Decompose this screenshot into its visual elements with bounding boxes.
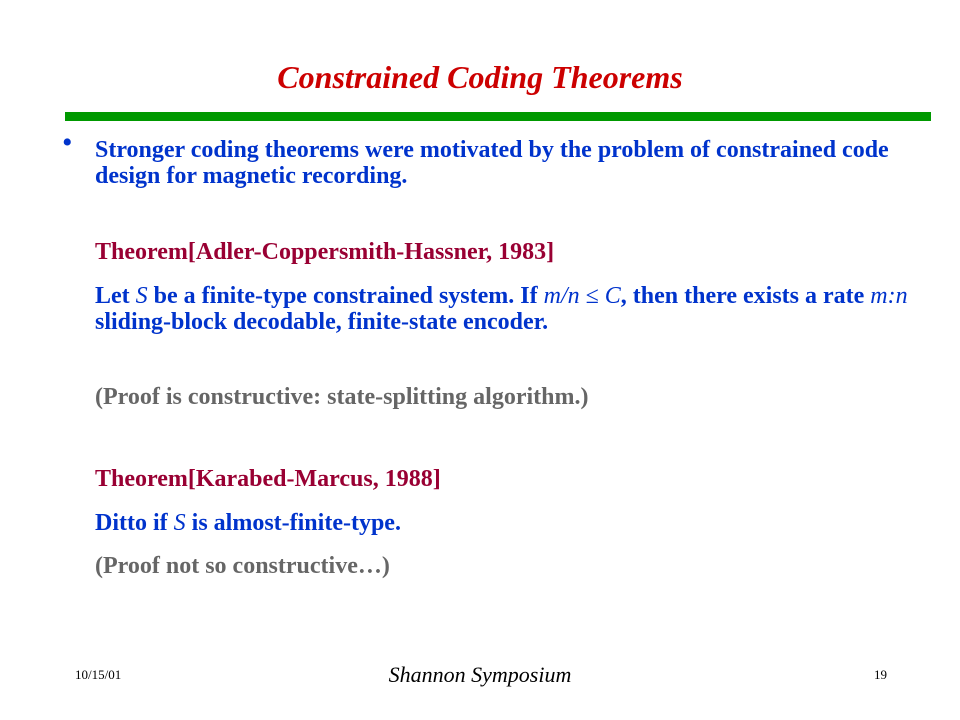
theorem2-heading: Theorem[Karabed-Marcus, 1988] [95, 466, 441, 492]
title-divider [65, 112, 931, 121]
rate-variable: m:n [870, 283, 908, 309]
theorem1-text-2: be a finite-type constrained system. If [147, 283, 544, 309]
theorem2-text-1: Ditto if [95, 510, 174, 536]
intro-text: Stronger coding theorems were motivated by the problem of constrained code design for magnetic recording. [95, 137, 889, 189]
theorem2-text-2: is almost-finite-type. [185, 510, 401, 536]
slide-title: Constrained Coding Theorems [277, 59, 683, 95]
variable-s: S [135, 283, 148, 309]
theorem2-proof: (Proof not so constructive…) [95, 553, 390, 579]
rate-condition: m/n ≤ C [543, 283, 621, 309]
theorem1-proof: (Proof is constructive: state-splitting algorithm.) [95, 384, 589, 410]
theorem2-statement [95, 510, 915, 536]
theorem1-text-1: Let [95, 283, 136, 309]
page-number: 19 [874, 667, 887, 682]
footer-date: 10/15/01 [75, 667, 122, 682]
theorem1-text-4: sliding-block decodable, finite-state encoder. [95, 309, 549, 335]
theorem1-text-3: , then there exists a rate [620, 283, 871, 309]
variable-s: S [173, 510, 186, 536]
theorem1-heading: Theorem[Adler-Coppersmith-Hassner, 1983] [95, 239, 555, 265]
footer-title: Shannon Symposium [388, 662, 572, 687]
bullet-icon: • [62, 126, 73, 159]
theorem1-statement [95, 283, 915, 335]
